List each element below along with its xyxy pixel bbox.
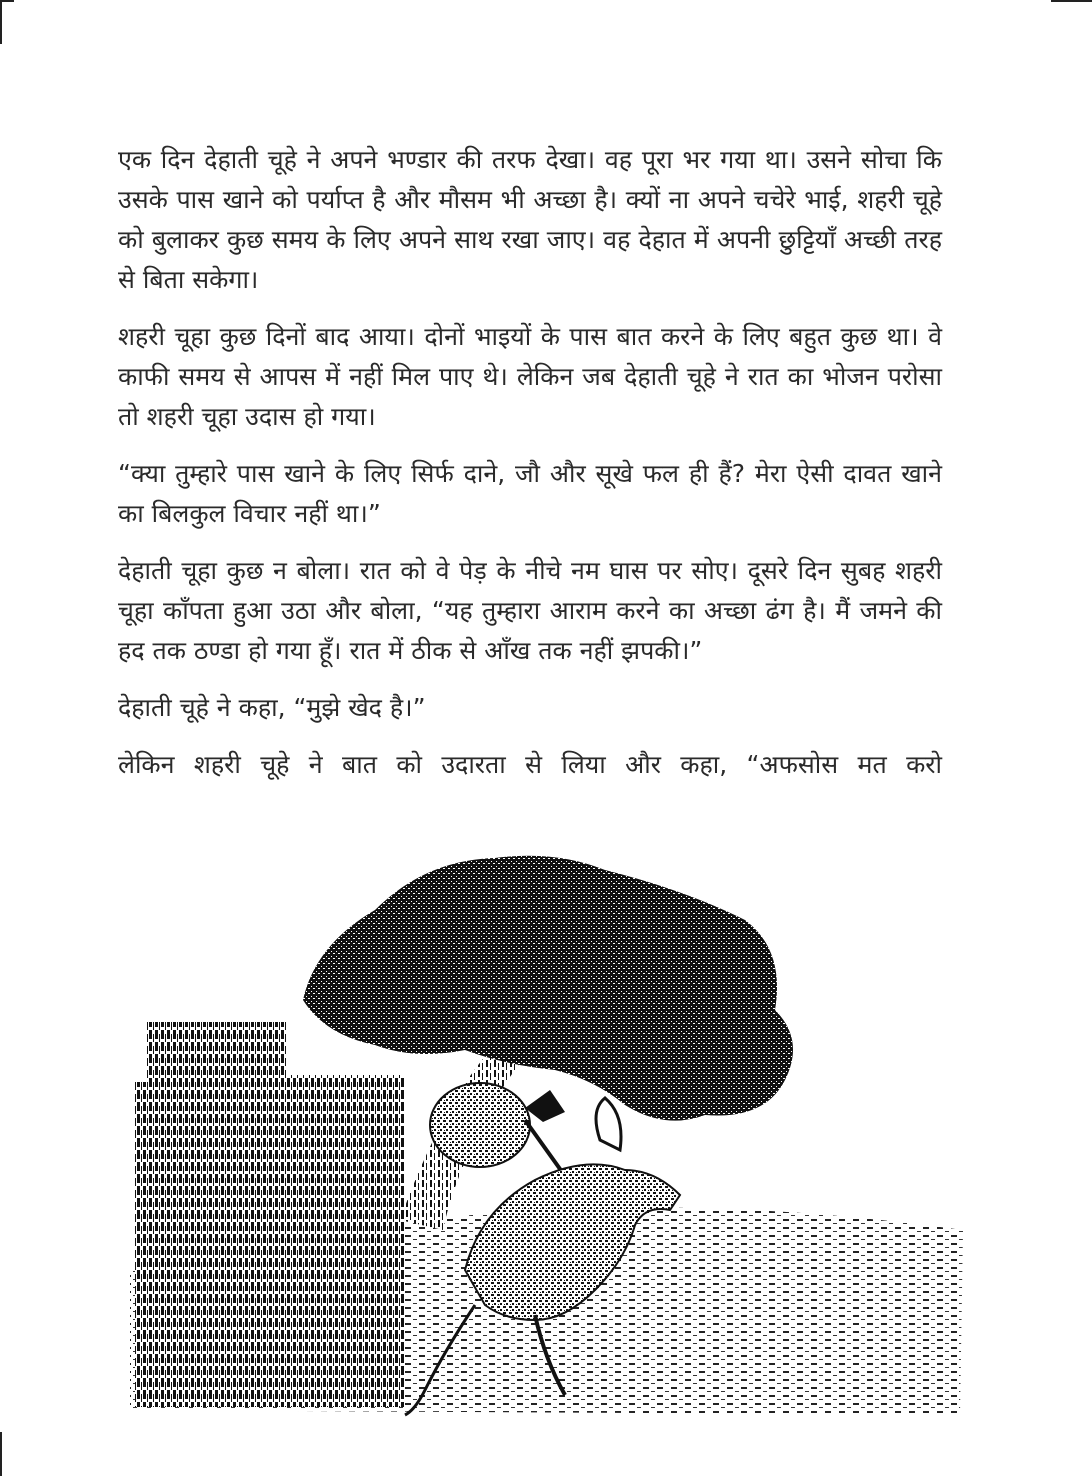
paragraph-6: लेकिन शहरी चूहे ने बात को उदारता से लिया और कहा, “अफसोस मत करो (118, 750, 942, 779)
paragraph-4: देहाती चूहा कुछ न बोला। रात को वे पेड़ के नीचे नम घास पर सोए। दूसरे दिन सुबह शहरी चूहा काँपता हुआ उठा और बोला, “यह तुम्हारा आराम करने का अच्छा ढंग है। मैं जमने की हद तक ठण्डा हो गया हूँ। रात में ठीक से आँख तक नहीं झपकी।” (118, 556, 942, 665)
wall-front (135, 1082, 405, 1407)
illustration-mouse-under-tree (125, 850, 970, 1425)
story-text (118, 140, 942, 802)
crop-mark-top-right (1051, 0, 1092, 2)
mouse-ear (596, 1098, 621, 1150)
paragraph-5: देहाती चूहे ने कहा, “मुझे खेद है।” (118, 693, 426, 722)
wall-step (285, 1075, 405, 1095)
paragraph-2: शहरी चूहा कुछ दिनों बाद आया। दोनों भाइयों के पास बात करने के लिए बहुत कुछ था। वे काफी समय से आपस में नहीं मिल पाए थे। लेकिन जब देहाती चूहे ने रात का भोजन परोसा तो शहरी चूहा उदास हो गया। (118, 322, 942, 431)
bundle-knot (525, 1090, 565, 1122)
bundle (430, 1083, 530, 1167)
crop-mark-top-left-h (0, 0, 14, 2)
crop-mark-bottom-left (0, 1432, 2, 1476)
crop-mark-top-left-v (0, 0, 2, 44)
paragraph-1: एक दिन देहाती चूहे ने अपने भण्डार की तरफ देखा। वह पूरा भर गया था। उसने सोचा कि उसके पास खाने को पर्याप्त है और मौसम भी अच्छा है। क्यों ना अपने चचेरे भाई, शहरी चूहे को बुलाकर कुछ समय के लिए अपने साथ रखा जाए। वह देहात में अपनी छुट्टियाँ अच्छी तरह से बिता सकेगा। (118, 145, 942, 294)
paragraph-3: “क्या तुम्हारे पास खाने के लिए सिर्फ दाने, जौ और सूखे फल ही हैं? मेरा ऐसी दावत खाने का बिलकुल विचार नहीं था।” (118, 459, 942, 528)
